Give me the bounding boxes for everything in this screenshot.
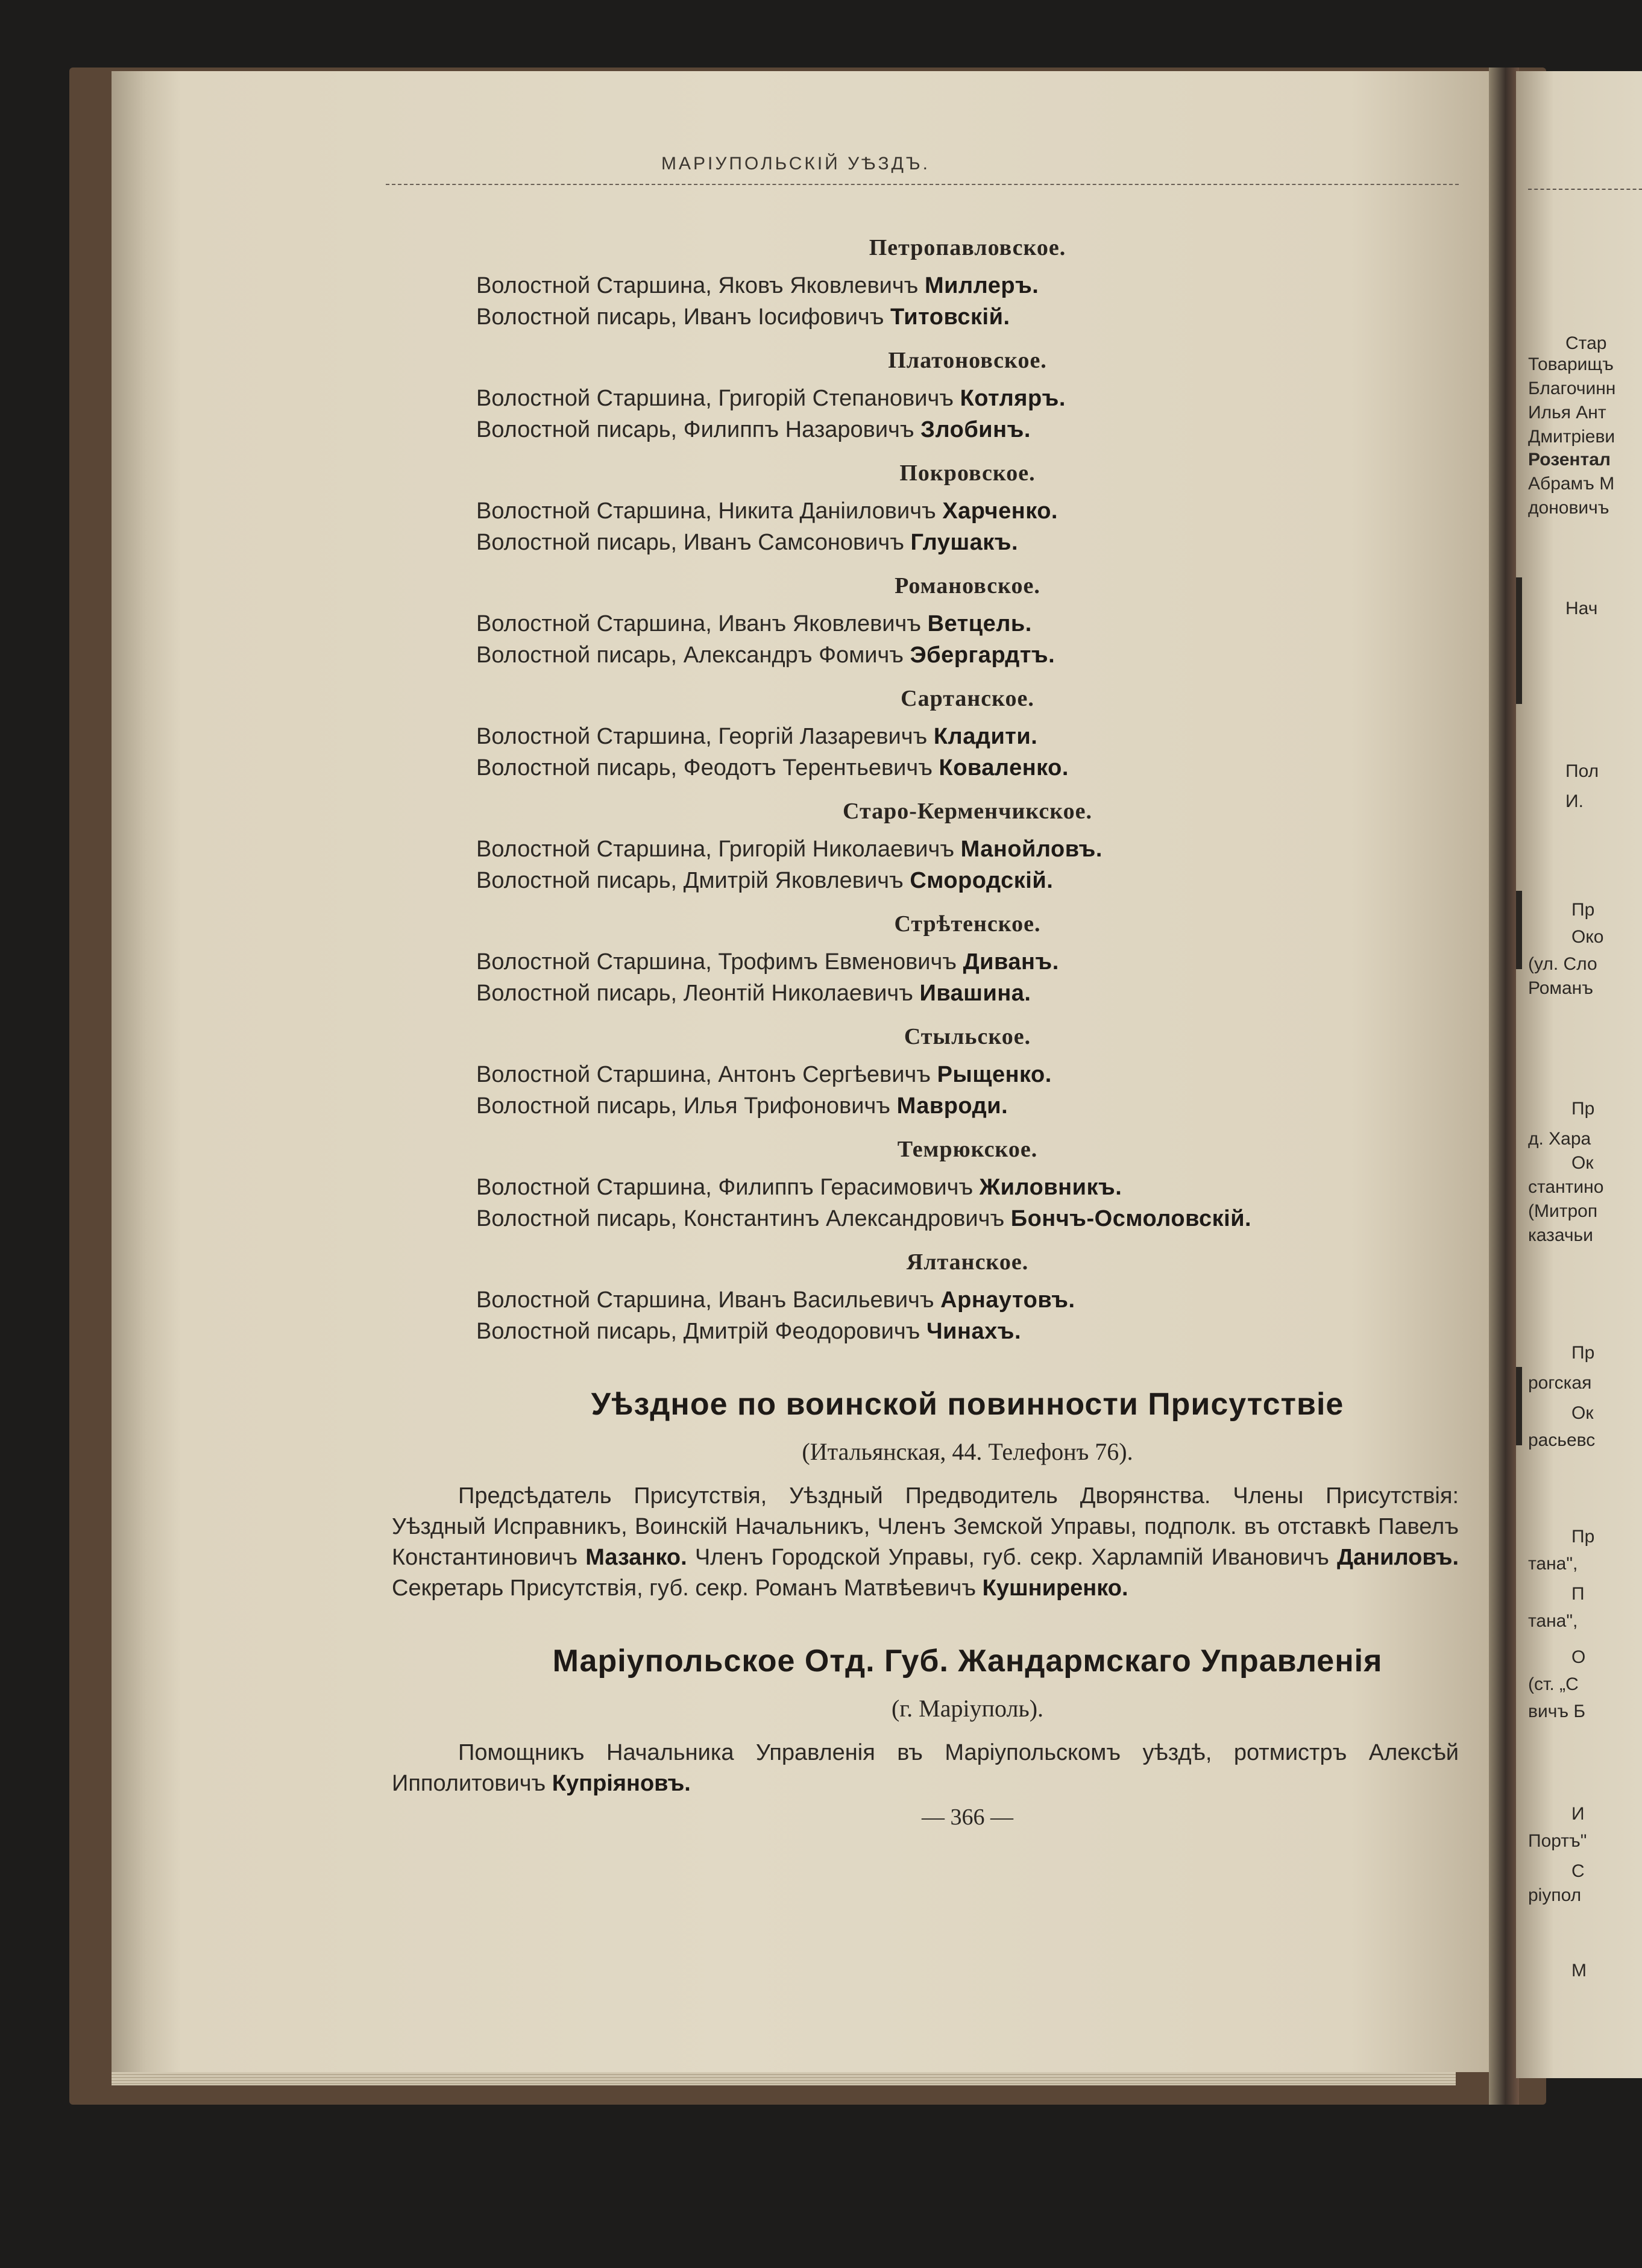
surname: Даниловъ. bbox=[1336, 1545, 1459, 1570]
official-row bbox=[476, 1090, 1459, 1122]
official-person: Филиппъ Назаровичъ bbox=[683, 417, 914, 442]
official-role: Волостной писарь, bbox=[476, 530, 678, 555]
section-paragraph bbox=[392, 1481, 1459, 1604]
right-page-line: (Митроп bbox=[1528, 1201, 1598, 1221]
official-row bbox=[476, 1172, 1459, 1203]
binding-shadow bbox=[1516, 891, 1522, 969]
right-page-line: (ст. „С bbox=[1528, 1674, 1579, 1694]
right-page-line: вичъ Б bbox=[1528, 1701, 1586, 1721]
official-row bbox=[476, 721, 1459, 752]
official-person: Георгій Лазаревичъ bbox=[718, 724, 928, 749]
official-role: Волостной писарь, bbox=[476, 642, 678, 668]
volost-entry bbox=[476, 794, 1459, 896]
official-role: Волостной писарь, bbox=[476, 1206, 678, 1231]
right-page-line: казачьи bbox=[1528, 1225, 1593, 1245]
official-person: Илья Трифоновичъ bbox=[683, 1093, 891, 1119]
official-surname: Котляръ. bbox=[960, 386, 1066, 411]
right-page-line: Пр bbox=[1571, 1343, 1595, 1363]
official-surname: Харченко. bbox=[942, 498, 1058, 524]
right-page-line: Стар bbox=[1565, 333, 1607, 353]
official-surname: Рыщенко. bbox=[937, 1062, 1052, 1087]
right-page-line: Око bbox=[1571, 927, 1604, 947]
official-surname: Миллеръ. bbox=[924, 273, 1039, 298]
official-surname: Манойловъ. bbox=[960, 837, 1103, 862]
volost-name: Покровское. bbox=[899, 460, 1036, 486]
head-rule bbox=[386, 184, 1459, 185]
official-row bbox=[476, 270, 1459, 301]
paragraph-text: Помощникъ Начальника Управленія въ Маріупольскомъ уѣздѣ, ротмистръ Алексѣй Ипполитовичъ bbox=[392, 1740, 1459, 1796]
official-surname: Арнаутовъ. bbox=[940, 1287, 1075, 1313]
volost-entry bbox=[476, 1132, 1459, 1234]
page-content bbox=[392, 220, 1459, 1830]
right-page-line: (ул. Сло bbox=[1528, 954, 1597, 974]
official-row bbox=[476, 383, 1459, 414]
volost-entry bbox=[476, 456, 1459, 558]
volost-list bbox=[476, 230, 1459, 1347]
right-page-line: Ок bbox=[1571, 1403, 1594, 1423]
right-page-line: стантино bbox=[1528, 1177, 1604, 1197]
official-role: Волостной Старшина, bbox=[476, 498, 712, 524]
volost-entry bbox=[476, 906, 1459, 1009]
volost-name: Старо-Керменчикское. bbox=[843, 799, 1092, 824]
right-page-line: С bbox=[1571, 1861, 1585, 1881]
official-person: Дмитрій Яковлевичъ bbox=[683, 868, 904, 893]
section-subtitle: (Итальянская, 44. Телефонъ 76). bbox=[802, 1438, 1133, 1465]
official-surname: Титовскій. bbox=[890, 304, 1010, 330]
surname: Кушниренко. bbox=[982, 1575, 1128, 1601]
official-role: Волостной писарь, bbox=[476, 981, 678, 1006]
right-page-line: Товарищъ bbox=[1528, 354, 1614, 374]
official-row bbox=[476, 608, 1459, 639]
official-role: Волостной писарь, bbox=[476, 1319, 678, 1344]
official-surname: Коваленко. bbox=[939, 755, 1069, 781]
official-surname: Ветцель. bbox=[927, 611, 1032, 636]
official-surname: Диванъ. bbox=[963, 949, 1059, 975]
binding-shadow bbox=[1516, 1367, 1522, 1445]
right-page-line: И bbox=[1571, 1804, 1585, 1824]
volost-name: Петропавловское. bbox=[869, 235, 1066, 260]
official-person: Яковъ Яковлевичъ bbox=[718, 273, 919, 298]
paragraph-text: Членъ Городской Управы, губ. секр. Харлампій Ивановичъ bbox=[687, 1545, 1337, 1570]
official-row bbox=[476, 752, 1459, 784]
right-page-line: Пр bbox=[1571, 1099, 1595, 1119]
right-page-line: рогская bbox=[1528, 1373, 1592, 1393]
official-row bbox=[476, 639, 1459, 671]
right-page-line: И. bbox=[1565, 791, 1584, 811]
right-page-line: расьевс bbox=[1528, 1430, 1596, 1450]
right-page-line: Романъ bbox=[1528, 978, 1594, 998]
official-role: Волостной Старшина, bbox=[476, 1062, 712, 1087]
section-title: Уѣздное по воинской повинности Присутствіе bbox=[591, 1387, 1344, 1422]
official-surname: Чинахъ. bbox=[926, 1319, 1022, 1344]
official-role: Волостной Старшина, bbox=[476, 1175, 712, 1200]
official-row bbox=[476, 495, 1459, 527]
right-head-rule bbox=[1528, 189, 1642, 190]
official-row bbox=[476, 865, 1459, 896]
official-role: Волостной писарь, bbox=[476, 304, 678, 330]
page-fore-edge bbox=[112, 2072, 1456, 2085]
official-surname: Жиловникъ. bbox=[979, 1175, 1122, 1200]
official-row bbox=[476, 301, 1459, 333]
official-surname: Кладити. bbox=[933, 724, 1038, 749]
surname: Купріяновъ. bbox=[552, 1771, 691, 1796]
volost-entry bbox=[476, 681, 1459, 784]
volost-name: Темрюкское. bbox=[897, 1137, 1038, 1162]
official-person: Феодотъ Терентьевичъ bbox=[683, 755, 933, 781]
right-page-line: ріупол bbox=[1528, 1885, 1582, 1905]
right-page-line: Дмитріеви bbox=[1528, 427, 1615, 447]
official-surname: Глушакъ. bbox=[910, 530, 1019, 555]
right-page-line: Благочинн bbox=[1528, 379, 1616, 398]
page-number: — 366 — bbox=[922, 1805, 1013, 1830]
official-person: Иванъ Самсоновичъ bbox=[683, 530, 904, 555]
official-role: Волостной Старшина, bbox=[476, 611, 712, 636]
right-page-line: Розентал bbox=[1528, 450, 1611, 470]
official-role: Волостной Старшина, bbox=[476, 273, 712, 298]
official-row bbox=[476, 978, 1459, 1009]
volost-entry bbox=[476, 343, 1459, 445]
running-head: МАРІУПОЛЬСКІЙ УѢЗДЪ. bbox=[661, 154, 930, 174]
official-role: Волостной Старшина, bbox=[476, 1287, 712, 1313]
volost-name: Стрѣтенское. bbox=[894, 911, 1041, 937]
right-page-line: тана", bbox=[1528, 1611, 1578, 1631]
official-person: Иванъ Васильевичъ bbox=[718, 1287, 934, 1313]
right-page-line: доновичъ bbox=[1528, 498, 1609, 518]
official-person: Трофимъ Евменовичъ bbox=[718, 949, 957, 975]
official-surname: Бончъ-Осмоловскій. bbox=[1010, 1206, 1252, 1231]
right-page-line: Абрамъ М bbox=[1528, 474, 1615, 494]
official-row bbox=[476, 1203, 1459, 1234]
official-person: Никита Даніиловичъ bbox=[718, 498, 936, 524]
official-person: Дмитрій Феодоровичъ bbox=[683, 1319, 920, 1344]
official-role: Волостной писарь, bbox=[476, 417, 678, 442]
volost-entry bbox=[476, 230, 1459, 333]
section-paragraph bbox=[392, 1738, 1459, 1799]
right-page-line: Нач bbox=[1565, 598, 1598, 618]
right-page-line: Пол bbox=[1565, 761, 1599, 781]
right-page-line: П bbox=[1571, 1584, 1585, 1604]
volost-name: Платоновское. bbox=[888, 348, 1047, 373]
official-role: Волостной Старшина, bbox=[476, 949, 712, 975]
official-person: Константинъ Александровичъ bbox=[683, 1206, 1005, 1231]
right-page-fragment bbox=[1516, 71, 1642, 2078]
book-gutter bbox=[1489, 68, 1519, 2105]
official-person: Григорій Николаевичъ bbox=[718, 837, 955, 862]
official-row bbox=[476, 1316, 1459, 1347]
official-role: Волостной Старшина, bbox=[476, 386, 712, 411]
official-person: Александръ Фомичъ bbox=[683, 642, 904, 668]
official-person: Григорій Степановичъ bbox=[718, 386, 954, 411]
official-role: Волостной писарь, bbox=[476, 1093, 678, 1119]
section-subtitle: (г. Маріуполь). bbox=[891, 1695, 1044, 1722]
official-row bbox=[476, 834, 1459, 865]
volost-entry bbox=[476, 1019, 1459, 1122]
official-row bbox=[476, 946, 1459, 978]
official-role: Волостной Старшина, bbox=[476, 837, 712, 862]
right-page-line: Портъ" bbox=[1528, 1831, 1587, 1851]
official-surname: Смородскій. bbox=[910, 868, 1054, 893]
right-page-line: О bbox=[1571, 1647, 1586, 1667]
official-row bbox=[476, 527, 1459, 558]
official-row bbox=[476, 414, 1459, 445]
paragraph-text: Секретарь Присутствія, губ. секр. Романъ Матвѣевичъ bbox=[392, 1575, 983, 1601]
volost-name: Сартанское. bbox=[901, 686, 1034, 711]
official-role: Волостной писарь, bbox=[476, 868, 678, 893]
official-person: Леонтій Николаевичъ bbox=[683, 981, 913, 1006]
surname: Мазанко. bbox=[585, 1545, 687, 1570]
right-page-line: Илья Ант bbox=[1528, 403, 1606, 423]
section-title: Маріупольское Отд. Губ. Жандармскаго Управленія bbox=[552, 1644, 1383, 1679]
right-page-line: тана", bbox=[1528, 1554, 1578, 1574]
official-row bbox=[476, 1284, 1459, 1316]
right-page-line: д. Хара bbox=[1528, 1129, 1591, 1149]
volost-name: Стыльское. bbox=[904, 1024, 1031, 1049]
official-person: Иванъ Іосифовичъ bbox=[683, 304, 884, 330]
official-role: Волостной писарь, bbox=[476, 755, 678, 781]
official-surname: Мавроди. bbox=[896, 1093, 1008, 1119]
official-row bbox=[476, 1059, 1459, 1090]
official-role: Волостной Старшина, bbox=[476, 724, 712, 749]
right-page-line: М bbox=[1571, 1961, 1587, 1981]
right-page-line: Пр bbox=[1571, 1527, 1595, 1547]
paragraph-text: Предсѣдатель Присутствія, Уѣздный Предводитель Дворянства. Члены Присутствія: Уѣздный Исправникъ, Воинскій Начальникъ, Членъ Земской Управы, подполк. въ отставкѣ Павелъ Константиновичъ bbox=[392, 1483, 1459, 1570]
right-page-line: Ок bbox=[1571, 1153, 1594, 1173]
binding-shadow bbox=[1516, 577, 1522, 704]
official-surname: Эбергардтъ. bbox=[910, 642, 1055, 668]
right-page-line: Пр bbox=[1571, 900, 1595, 920]
official-person: Филиппъ Герасимовичъ bbox=[718, 1175, 974, 1200]
volost-name: Ялтанское. bbox=[906, 1249, 1029, 1275]
volost-name: Романовское. bbox=[895, 573, 1040, 598]
volost-entry bbox=[476, 568, 1459, 671]
official-surname: Ивашина. bbox=[919, 981, 1031, 1006]
official-person: Иванъ Яковлевичъ bbox=[718, 611, 922, 636]
official-surname: Злобинъ. bbox=[920, 417, 1031, 442]
volost-entry bbox=[476, 1245, 1459, 1347]
official-person: Антонъ Сергѣевичъ bbox=[718, 1062, 931, 1087]
